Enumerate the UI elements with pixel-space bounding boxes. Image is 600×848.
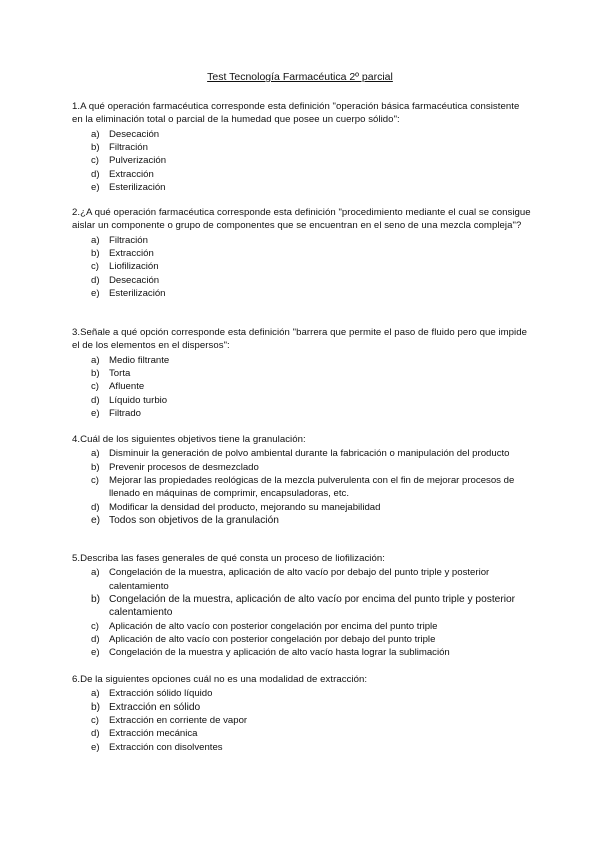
option-e: e) Esterilización	[91, 288, 166, 299]
option-d: d) Aplicación de alto vacío con posterior congelación por debajo del punto triple	[91, 633, 436, 645]
option-e: e) Filtrado	[91, 408, 141, 419]
question-6-options	[72, 687, 532, 753]
option-e: e) Todos son objetivos de la granulación	[91, 514, 279, 526]
option-a: a) Congelación de la muestra, aplicación de alto vacío por debajo del punto triple y posterior calentamiento	[91, 567, 490, 592]
question-3-text: 3.Señale a qué opción corresponde esta definición "barrera que permite el paso de fluido pero que impide el de los elementos en el dispersos":	[72, 327, 528, 352]
option-b: b) Torta	[91, 368, 131, 380]
question-5-options	[72, 566, 532, 659]
option-b: b) Extracción	[91, 248, 154, 260]
option-b: b) Congelación de la muestra, aplicación de alto vacío por encima del punto triple y posterior calentamiento	[91, 594, 516, 619]
question-1-options	[72, 128, 532, 194]
option-a: a) Medio filtrante	[91, 354, 170, 366]
option-e: e) Congelación de la muestra y aplicación de alto vacío hasta lograr la sublimación	[91, 647, 450, 659]
question-4-text: 4.Cuál de los siguientes objetivos tiene la granulación:	[72, 434, 306, 445]
option-d: d) Extracción mecánica	[91, 728, 198, 740]
option-d: d) Líquido turbio	[91, 394, 168, 406]
option-c: c) Afluente	[91, 381, 145, 393]
question-6	[72, 673, 532, 754]
question-4-options	[72, 447, 532, 527]
option-e: e) Esterilización	[91, 182, 166, 193]
question-5-text: 5.Describa las fases generales de qué consta un proceso de liofilización:	[72, 553, 385, 564]
question-2	[72, 206, 532, 300]
option-d: d) Modificar la densidad del producto, mejorando su manejabilidad	[91, 501, 381, 513]
question-4	[72, 433, 532, 527]
option-c: c) Aplicación de alto vacío con posterior congelación por encima del punto triple	[91, 620, 438, 632]
option-b: b) Prevenir procesos de desmezclado	[91, 461, 259, 473]
option-e: e) Extracción con disolventes	[91, 741, 223, 753]
option-c: c) Mejorar las propiedades reológicas de la mezcla pulverulenta con el fin de mejorar procesos de llenado en máquinas de comprimir, encapsuladoras, etc.	[91, 475, 515, 500]
option-c: c) Pulverización	[91, 155, 167, 167]
option-a: a) Filtración	[91, 234, 148, 246]
option-d: d) Extracción	[91, 168, 154, 180]
option-b: b) Filtración	[91, 142, 148, 154]
option-a: a) Desecación	[91, 128, 160, 140]
document-title: Test Tecnología Farmacéutica 2º parcial	[207, 71, 393, 83]
question-5	[72, 552, 532, 659]
option-c: c) Extracción en corriente de vapor	[91, 715, 248, 726]
option-b: b) Extracción en sólido	[91, 701, 201, 713]
question-3	[72, 326, 532, 420]
option-a: a) Extracción sólido líquido	[91, 688, 213, 700]
question-3-options	[72, 354, 532, 420]
option-d: d) Desecación	[91, 274, 160, 286]
question-1-text: 1.A qué operación farmacéutica corresponde esta definición "operación básica farmacéutica consistente en la eliminación total o parcial de la humedad que posee un cuerpo sólido":	[72, 101, 520, 126]
question-2-options	[72, 234, 532, 300]
question-1	[72, 100, 532, 194]
question-2-text: 2.¿A qué operación farmacéutica corresponde esta definición "procedimiento mediante el cual se consigue aislar un componente o grupo de componentes que se encuentran en el seno de una mezcla compleja"?	[72, 207, 531, 232]
option-c: c) Liofilización	[91, 261, 159, 273]
option-a: a) Disminuir la generación de polvo ambiental durante la fabricación o manipulación del producto	[91, 448, 510, 460]
question-6-text: 6.De la siguientes opciones cuál no es una modalidad de extracción:	[72, 674, 368, 685]
